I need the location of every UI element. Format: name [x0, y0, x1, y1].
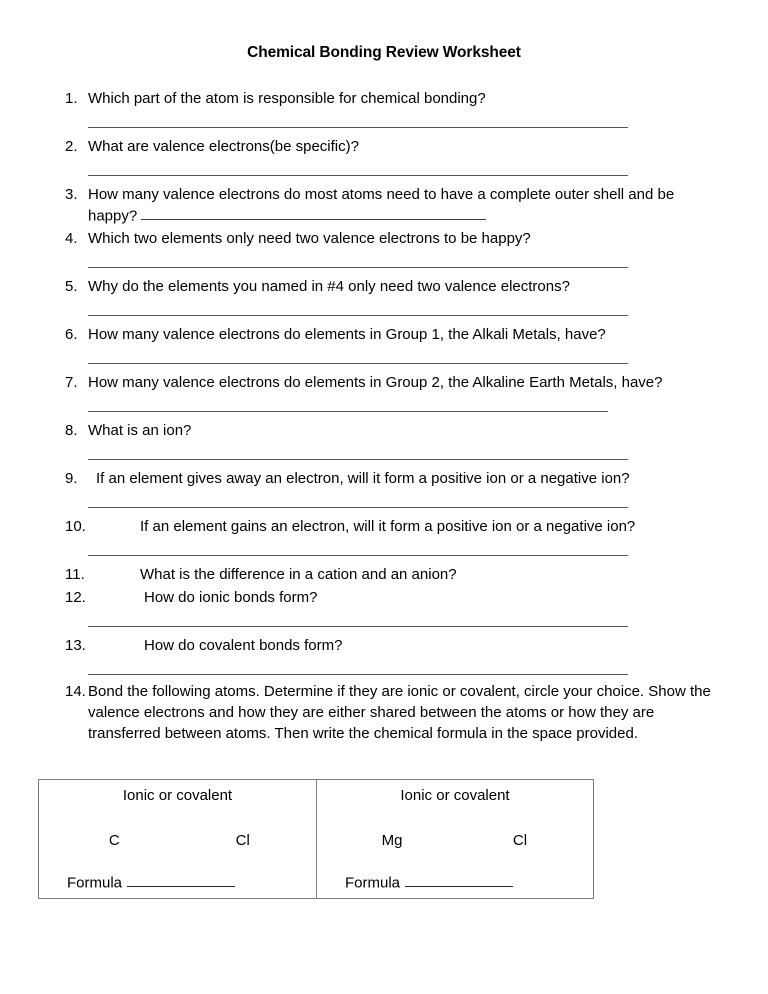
question-item-11 [0, 564, 768, 585]
question-text-2: What are valence electrons(be specific)? [88, 138, 359, 155]
spacer [0, 608, 768, 626]
spacer [0, 297, 768, 315]
spacer [0, 128, 768, 136]
cell-header-1[interactable]: Ionic or covalent [122, 787, 233, 804]
spacer [0, 249, 768, 267]
question-text-3 [88, 184, 768, 226]
question-text-8: What is an ion? [88, 422, 192, 440]
question-number-13: 13. [65, 637, 86, 655]
question-item-4 [0, 228, 768, 249]
atom-symbol-mg: Mg [381, 832, 403, 849]
question-text-4: Which two elements only need two valence electrons to be happy? [88, 230, 531, 248]
spacer [0, 441, 768, 459]
question-text-12: How do ionic bonds form? [144, 589, 318, 607]
question-number-9: 9. [65, 470, 78, 488]
formula-row-2 [345, 872, 513, 891]
spacer [0, 508, 768, 516]
spacer [0, 316, 768, 324]
question-number-11: 11. [65, 566, 85, 584]
question-item-1 [0, 88, 768, 109]
question-number-8: 8. [65, 422, 78, 440]
question-text-10: If an element gains an electron, will it form a positive ion or a negative ion? [140, 518, 636, 536]
formula-input-1[interactable] [127, 872, 235, 887]
question-number-12: 12. [65, 589, 86, 607]
question-text-7: How many valence electrons do elements in Group 2, the Alkaline Earth Metals, have? [88, 374, 663, 392]
spacer [0, 109, 768, 127]
spacer [0, 345, 768, 363]
bonding-table [38, 779, 594, 899]
question-item-10 [0, 516, 768, 537]
question-text-1: Which part of the atom is responsible for chemical bonding? [88, 90, 486, 107]
formula-input-2[interactable] [405, 872, 513, 887]
answer-line-8[interactable] [88, 459, 628, 460]
question-list [0, 88, 768, 744]
question-item-2 [0, 136, 768, 157]
spacer [0, 176, 768, 184]
question-item-14 [0, 681, 768, 744]
cell-header-2[interactable]: Ionic or covalent [400, 787, 510, 804]
formula-label-1: Formula [67, 874, 123, 891]
spacer [0, 556, 768, 564]
question-number-2: 2. [65, 138, 78, 155]
question-text-6: How many valence electrons do elements in Group 1, the Alkali Metals, have? [88, 326, 606, 344]
spacer [0, 460, 768, 468]
cell-atoms-2 [317, 832, 593, 849]
spacer [0, 627, 768, 635]
answer-line-4[interactable] [88, 267, 628, 268]
question-item-6 [0, 324, 768, 345]
spacer [0, 268, 768, 276]
question-number-14: 14. [65, 683, 86, 701]
question-item-5 [0, 276, 768, 297]
bonding-table-cell-2 [317, 780, 593, 898]
question-number-10: 10. [65, 518, 86, 536]
atom-symbol-cl-2: Cl [512, 832, 528, 849]
spacer [0, 157, 768, 175]
question-text-13: How do covalent bonds form? [144, 637, 343, 655]
question-number-5: 5. [65, 278, 78, 296]
answer-line-7[interactable] [88, 411, 608, 412]
spacer [0, 364, 768, 372]
spacer [0, 656, 768, 674]
question-item-3 [0, 184, 768, 226]
answer-line-10[interactable] [88, 555, 628, 556]
spacer [0, 393, 768, 411]
question-item-13 [0, 635, 768, 656]
answer-line-6[interactable] [88, 363, 628, 364]
spacer [0, 489, 768, 507]
answer-line-1[interactable] [88, 127, 628, 128]
page-title: Chemical Bonding Review Worksheet [247, 44, 521, 61]
answer-line-13[interactable] [88, 674, 628, 675]
formula-row-1 [67, 872, 235, 891]
cell-atoms-1 [39, 832, 316, 849]
formula-label-2: Formula [345, 874, 401, 891]
question-number-3: 3. [65, 186, 78, 203]
question-text-9: If an element gives away an electron, will it form a positive ion or a negative ion? [96, 470, 630, 488]
question-text-11: What is the difference in a cation and an anion? [140, 566, 457, 584]
answer-line-9[interactable] [88, 507, 628, 508]
answer-line-12[interactable] [88, 626, 628, 627]
answer-line-3[interactable] [141, 205, 486, 220]
question-text-14: Bond the following atoms. Determine if they are ionic or covalent, circle your choice. Show the valence electrons and how they are either shared between the atoms or how they are transferred between atoms. Then write the chemical formula in the space provided. [88, 683, 711, 743]
question-item-12 [0, 587, 768, 608]
bonding-table-cell-1 [39, 780, 317, 898]
atom-symbol-cl: Cl [235, 832, 250, 849]
spacer [0, 412, 768, 420]
question-number-1: 1. [65, 90, 78, 107]
question-item-9 [0, 468, 768, 489]
question-item-8 [0, 420, 768, 441]
question-number-6: 6. [65, 326, 78, 344]
atom-symbol-c: C [108, 832, 120, 849]
question-number-4: 4. [65, 230, 78, 248]
question-number-7: 7. [65, 374, 78, 392]
question-text-3-body: How many valence electrons do most atoms need to have a complete outer shell and be happy? [88, 186, 675, 225]
answer-line-2[interactable] [88, 175, 628, 176]
spacer [0, 537, 768, 555]
question-item-7 [0, 372, 768, 393]
answer-line-5[interactable] [88, 315, 628, 316]
question-text-5: Why do the elements you named in #4 only need two valence electrons? [88, 278, 570, 296]
